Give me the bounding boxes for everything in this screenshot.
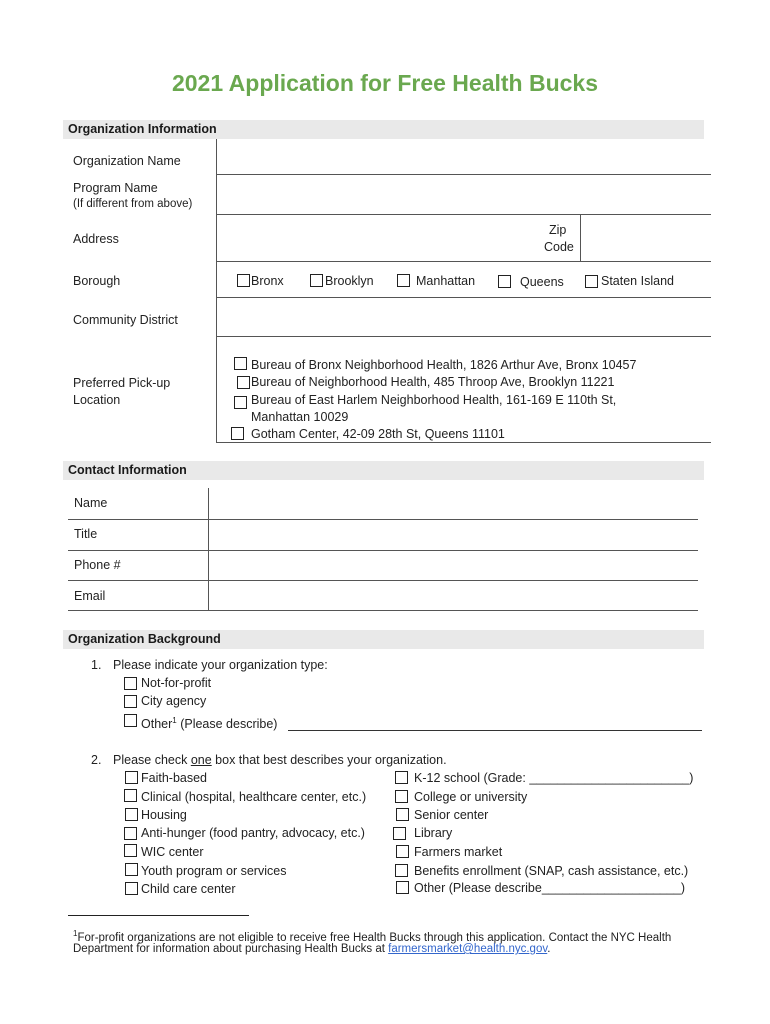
org-name-label: Organization Name: [73, 154, 181, 168]
type-college-label: College or university: [414, 790, 528, 804]
divider: [216, 336, 711, 337]
type-k12-school-label: K-12 school (Grade: _______________________): [414, 771, 694, 785]
pickup-manhattan-label-line2: Manhattan 10029: [251, 410, 349, 424]
program-name-note: (If different from above): [73, 198, 193, 210]
org-type-other-input[interactable]: [288, 730, 702, 731]
type-library-checkbox[interactable]: [393, 827, 406, 840]
borough-bronx-label: Bronx: [251, 274, 284, 288]
borough-brooklyn-label: Brooklyn: [325, 274, 374, 288]
pickup-label-line2: Location: [73, 393, 121, 407]
org-name-input[interactable]: [217, 139, 711, 174]
type-faith-based-checkbox[interactable]: [125, 771, 138, 784]
org-type-other-label: Other$^1$ (Please describe): [141, 716, 278, 732]
address-label: Address: [73, 232, 119, 246]
footnote-email-link[interactable]: farmersmarket@health.nyc.gov: [388, 943, 548, 955]
divider: [216, 442, 711, 443]
type-youth-program-checkbox[interactable]: [125, 863, 138, 876]
borough-manhattan-checkbox[interactable]: [397, 274, 410, 287]
address-input[interactable]: [217, 215, 537, 261]
footnote-line-2: Department for information about purchasing Health Bucks at farmersmarket@health.nyc.gov.: [73, 943, 551, 955]
question-2-number: 2.: [91, 753, 102, 767]
question-1-number: 1.: [91, 658, 102, 672]
type-library-label: Library: [414, 826, 453, 840]
borough-brooklyn-checkbox[interactable]: [310, 274, 323, 287]
borough-bronx-checkbox[interactable]: [237, 274, 250, 287]
zip-code-input[interactable]: [581, 215, 711, 261]
borough-label: Borough: [73, 274, 121, 288]
question-2-text: Please check one box that best describes your organization.: [113, 753, 447, 767]
org-type-other-checkbox[interactable]: [124, 714, 137, 727]
type-k12-school-checkbox[interactable]: [395, 771, 408, 784]
contact-phone-input[interactable]: [209, 551, 697, 580]
borough-staten-island-checkbox[interactable]: [585, 275, 598, 288]
community-district-input[interactable]: [217, 298, 711, 336]
pickup-queens-label: Gotham Center, 42-09 28th St, Queens 11101: [251, 427, 505, 441]
type-anti-hunger-label: Anti-hunger (food pantry, advocacy, etc.): [141, 826, 365, 840]
type-benefits-enrollment-label: Benefits enrollment (SNAP, cash assistance, etc.): [414, 864, 689, 878]
section-header-organization-information: Organization Information: [63, 120, 704, 139]
type-farmers-market-label: Farmers market: [414, 845, 503, 859]
type-benefits-enrollment-checkbox[interactable]: [395, 864, 408, 877]
contact-title-input[interactable]: [209, 520, 697, 550]
borough-queens-label: Queens: [520, 275, 564, 289]
type-child-care-checkbox[interactable]: [125, 882, 138, 895]
type-clinical-checkbox[interactable]: [124, 789, 137, 802]
type-farmers-market-checkbox[interactable]: [396, 845, 409, 858]
zip-label-line2: Code: [544, 240, 574, 254]
type-senior-center-label: Senior center: [414, 808, 489, 822]
pickup-brooklyn-label: Bureau of Neighborhood Health, 485 Throop Ave, Brooklyn 11221: [251, 375, 615, 389]
type-other-checkbox[interactable]: [396, 881, 409, 894]
type-college-checkbox[interactable]: [395, 790, 408, 803]
contact-email-input[interactable]: [209, 581, 697, 610]
borough-queens-checkbox[interactable]: [498, 275, 511, 288]
org-type-not-for-profit-label: Not-for-profit: [141, 676, 212, 690]
pickup-manhattan-checkbox[interactable]: [234, 396, 247, 409]
type-faith-based-label: Faith-based: [141, 771, 208, 785]
pickup-brooklyn-checkbox[interactable]: [237, 376, 250, 389]
contact-name-input[interactable]: [209, 488, 697, 519]
zip-label-line1: Zip: [549, 223, 567, 237]
type-clinical-label: Clinical (hospital, healthcare center, etc.): [141, 790, 367, 804]
divider: [216, 261, 711, 262]
type-child-care-label: Child care center: [141, 882, 236, 896]
question-1-text: Please indicate your organization type:: [113, 658, 328, 672]
pickup-manhattan-label: Bureau of East Harlem Neighborhood Health, 161-169 E 110th St,: [251, 393, 617, 407]
contact-name-label: Name: [74, 496, 108, 510]
type-wic-center-label: WIC center: [141, 845, 204, 859]
type-housing-checkbox[interactable]: [125, 808, 138, 821]
type-housing-label: Housing: [141, 808, 187, 822]
pickup-bronx-label: Bureau of Bronx Neighborhood Health, 1826 Arthur Ave, Bronx 10457: [251, 358, 637, 372]
footnote-rule: [68, 915, 249, 916]
borough-manhattan-label: Manhattan: [416, 274, 476, 288]
section-header-organization-background: Organization Background: [63, 630, 704, 649]
pickup-label-line1: Preferred Pick-up: [73, 376, 171, 390]
type-other-label: Other (Please describe____________________): [414, 881, 686, 895]
type-senior-center-checkbox[interactable]: [396, 808, 409, 821]
pickup-queens-checkbox[interactable]: [231, 427, 244, 440]
divider: [68, 610, 698, 611]
contact-email-label: Email: [74, 589, 106, 603]
type-anti-hunger-checkbox[interactable]: [124, 827, 137, 840]
page-title: 2021 Application for Free Health Bucks: [171, 70, 599, 96]
section-header-contact-information: Contact Information: [63, 461, 704, 480]
org-type-city-agency-label: City agency: [141, 694, 207, 708]
type-youth-program-label: Youth program or services: [141, 864, 287, 878]
program-name-input[interactable]: [217, 175, 711, 214]
contact-phone-label: Phone #: [74, 558, 121, 572]
borough-staten-island-label: Staten Island: [601, 274, 674, 288]
pickup-bronx-checkbox[interactable]: [234, 357, 247, 370]
footnote-line-1: $^1$For-profit organizations are not eligible to receive free Health Bucks through this application. Contact the NYC Health: [73, 929, 672, 944]
type-wic-center-checkbox[interactable]: [124, 844, 137, 857]
org-type-not-for-profit-checkbox[interactable]: [124, 677, 137, 690]
contact-title-label: Title: [74, 527, 98, 541]
org-type-city-agency-checkbox[interactable]: [124, 695, 137, 708]
community-district-label: Community District: [73, 313, 178, 327]
program-name-label: Program Name: [73, 181, 158, 195]
